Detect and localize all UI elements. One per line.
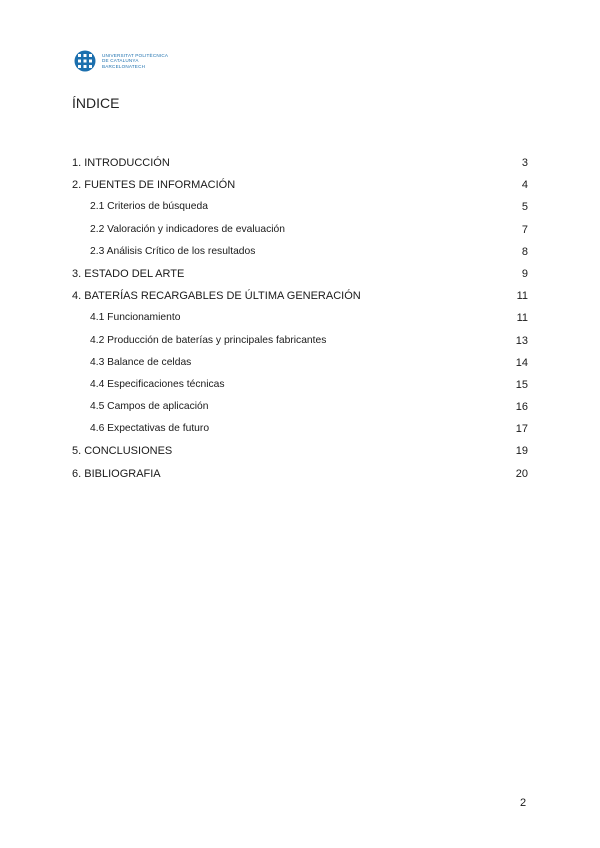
toc-entry-label: 3. ESTADO DEL ARTE [72,267,185,280]
upc-emblem-icon [74,50,96,72]
toc-entry-label: 4.6 Expectativas de futuro [90,423,210,435]
toc-entry [72,330,528,352]
toc-entry [72,463,528,485]
toc-entry-label: 5. CONCLUSIONES [72,445,173,458]
toc-entry [72,263,528,285]
toc-entry [72,440,528,462]
toc-entry-label: 2.2 Valoración y indicadores de evaluación [90,223,286,235]
toc-entry [72,241,528,263]
university-logo [74,50,168,72]
toc-entry-page: 19 [515,445,528,458]
logo-wordmark [102,53,168,69]
logo-line: DE CATALUNYA [102,58,139,64]
toc-entry-page: 20 [515,467,528,480]
toc-entry-page: 16 [515,401,528,414]
toc-entry-label: 4.3 Balance de celdas [90,356,192,368]
toc-entry-page: 4 [521,179,528,192]
toc-entry [72,374,528,396]
toc-entry-label: 4. BATERÍAS RECARGABLES DE ÚLTIMA GENERACIÓN [72,290,361,303]
toc-entry-page: 14 [515,356,528,369]
toc-entry-label: 2.1 Criterios de búsqueda [90,201,208,213]
toc-entry-label: 6. BIBLIOGRAFIA [72,467,161,480]
toc-entry-page: 11 [516,290,528,303]
toc-entry-page: 15 [515,378,528,391]
toc-entry [72,174,528,196]
toc-entry-page: 8 [521,245,528,258]
toc-entry [72,396,528,418]
page-title: ÍNDICE [72,95,120,111]
toc-entry-page: 9 [521,267,528,280]
toc-entry-label: 1. INTRODUCCIÓN [72,157,170,169]
table-of-contents [72,152,528,485]
toc-entry [72,196,528,218]
toc-entry [72,352,528,374]
toc-entry [72,307,528,329]
toc-entry-page: 7 [521,223,528,236]
toc-entry-label: 2.3 Análisis Crítico de los resultados [90,245,256,257]
toc-entry-label: 4.1 Funcionamiento [90,312,181,324]
logo-line: UNIVERSITAT POLITÈCNICA [102,52,169,58]
toc-entry-page: 3 [521,157,528,169]
toc-entry-label: 2. FUENTES DE INFORMACIÓN [72,179,236,192]
toc-entry-label: 4.2 Producción de baterías y principales fabricantes [90,334,327,346]
toc-entry-label: 4.4 Especificaciones técnicas [90,378,225,390]
toc-entry-page: 11 [516,312,528,325]
logo-line: BARCELONATECH [102,63,146,69]
toc-entry [72,219,528,241]
toc-entry [72,152,528,174]
toc-entry-label: 4.5 Campos de aplicación [90,401,209,413]
toc-entry [72,285,528,307]
toc-entry-page: 17 [515,423,528,436]
page-number: 2 [520,797,527,809]
toc-entry-page: 5 [521,201,528,214]
toc-entry-page: 13 [515,334,528,347]
toc-entry [72,418,528,440]
